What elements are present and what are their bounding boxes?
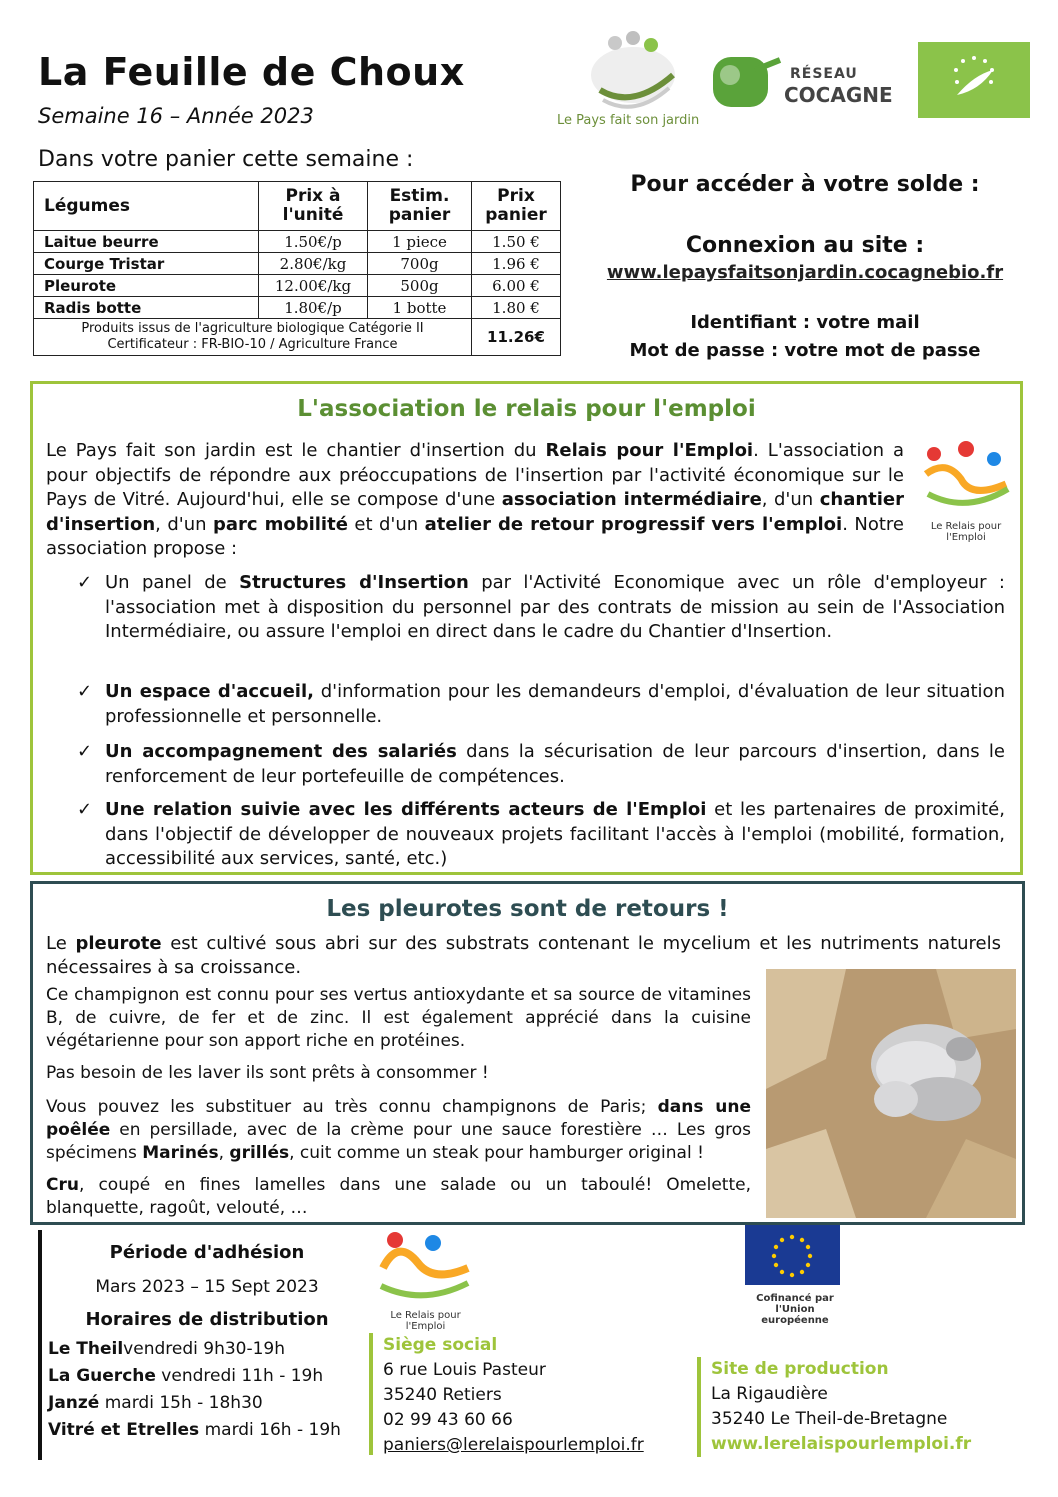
cocagne-label: COCAGNE	[784, 83, 893, 107]
check-icon: ✓	[77, 741, 93, 762]
distribution-info	[38, 1230, 372, 1460]
account-heading: Pour accéder à votre solde :	[630, 172, 980, 197]
relais-footer-logo	[373, 1228, 478, 1332]
login-hint: Identifiant : votre mail	[690, 312, 920, 333]
hours-time: mardi 16h - 19h	[199, 1420, 341, 1440]
cell-name: Radis botte	[34, 297, 259, 319]
pleurotes-section	[30, 881, 1025, 1225]
text-bold: pleurote	[75, 933, 162, 954]
siege-email-link[interactable]: paniers@lerelaispourlemploi.fr	[383, 1435, 644, 1455]
association-title: L'association le relais pour l'emploi	[297, 396, 756, 422]
site-address-2: 35240 Le Theil-de-Bretagne	[711, 1409, 948, 1429]
cell-name: Laitue beurre	[34, 231, 259, 253]
hours-time: mardi 15h - 18h30	[99, 1393, 263, 1413]
siege-social	[369, 1333, 644, 1455]
text-bold: Cru	[46, 1175, 79, 1195]
bullet-bold: Un accompagnement des salariés	[105, 741, 457, 762]
association-section	[30, 381, 1023, 875]
password-hint: Mot de passe : votre mot de passe	[629, 340, 981, 361]
eu-logo	[740, 1225, 850, 1325]
association-intro	[46, 439, 904, 562]
siege-phone: 02 99 43 60 66	[383, 1410, 513, 1430]
total-price: 11.26€	[472, 319, 561, 356]
vegetable-table	[33, 181, 561, 356]
cell-estimate: 500g	[368, 275, 472, 297]
cell-unit-price: 12.00€/kg	[259, 275, 368, 297]
intro-bold: atelier de retour progressif vers l'emploi	[424, 513, 843, 535]
col-header-unit-price: Prix à l'unité	[259, 182, 368, 231]
reseau-label: RÉSEAU	[790, 66, 858, 82]
bullet-text: par l'Activité Economique avec un rôle d'employeur : l'association met à disposition du personnel par des contrats de mission au sein de l'Association Intermédiaire, ou assure l'emploi en direct dans le cadre du Chantier d'Insertion.	[105, 572, 1005, 642]
hours-place: Vitré et Etrelles	[48, 1420, 200, 1440]
list-item	[42, 1363, 372, 1390]
list-item	[42, 1417, 372, 1444]
cell-unit-price: 1.80€/p	[259, 297, 368, 319]
relais-logo-caption: Le Relais pour l'Emploi	[930, 521, 1002, 543]
certification-line-1: Produits issus de l'agriculture biologique Catégorie II	[81, 321, 424, 336]
cell-unit-price: 1.50€/p	[259, 231, 368, 253]
bullet-text: Un panel de	[105, 572, 240, 593]
intro-text: et d'un	[347, 513, 425, 535]
header-logos	[557, 30, 1030, 135]
intro-text: . Notre association propose :	[46, 513, 904, 559]
relais-footer-caption: Le Relais pour l'Emploi	[390, 1310, 461, 1332]
text-bold: Marinés	[142, 1143, 219, 1163]
pays-jardin-caption: Le Pays fait son jardin	[557, 113, 700, 128]
intro-bold: association intermédiaire	[501, 489, 762, 510]
bullet-text: dans la sécurisation de leur parcours d'insertion, dans le renforcement de leur portefeuille de compétences.	[105, 741, 1005, 787]
pleurotes-paragraph: Pas besoin de les laver ils sont prêts à consommer !	[46, 1063, 489, 1083]
pleurotes-paragraph: Ce champignon est connu pour ses vertus antioxydante et sa source de vitamines B, de cuivre, de fer et de zinc. Il est également apprécié dans la cuisine végétarienne pour son apport riche en protéines.	[46, 985, 751, 1051]
text-bold: grillés	[229, 1143, 290, 1163]
cell-estimate: 1 botte	[368, 297, 472, 319]
cell-price: 1.96 €	[472, 253, 561, 275]
pleurotes-paragraph	[46, 1096, 751, 1165]
list-item	[77, 571, 1005, 645]
text: Le	[46, 933, 76, 954]
cell-estimate: 1 piece	[368, 231, 472, 253]
col-header-price: Prix panier	[472, 182, 561, 231]
certification-line-2: Certificateur : FR-BIO-10 / Agriculture France	[107, 337, 398, 352]
intro-text: , d'un	[155, 513, 213, 535]
pleurotes-title: Les pleurotes sont de retours !	[326, 896, 729, 922]
period-dates: Mars 2023 – 15 Sept 2023	[95, 1277, 319, 1297]
intro-text: . L'association a pour objectifs de répondre aux préoccupations de l'insertion par l'activité économique sur le Pays de Vitré. Aujourd'hui, elle se compose d'une	[46, 440, 904, 510]
intro-text: , d'un	[761, 489, 820, 510]
text-bold: dans une poêlée	[46, 1097, 751, 1140]
hours-time: vendredi 9h30-19h	[123, 1339, 286, 1359]
site-heading: Site de production	[711, 1359, 889, 1379]
check-icon: ✓	[77, 572, 93, 593]
eu-caption-2: l'Union européenne	[761, 1304, 829, 1326]
bullet-bold: Une relation suivie avec les différents acteurs de l'Emploi	[105, 799, 707, 820]
site-production	[697, 1357, 971, 1457]
table-row	[34, 253, 561, 275]
list-item	[77, 798, 1005, 872]
cell-estimate: 700g	[368, 253, 472, 275]
cell-unit-price: 2.80€/kg	[259, 253, 368, 275]
panier-heading: Dans votre panier cette semaine :	[38, 147, 414, 172]
hours-heading: Horaires de distribution	[85, 1309, 329, 1330]
text: , cuit comme un steak pour hamburger original !	[289, 1143, 704, 1163]
cell-name: Pleurote	[34, 275, 259, 297]
intro-bold: parc mobilité	[212, 513, 348, 535]
site-url-link[interactable]: www.lerelaispourlemploi.fr	[711, 1434, 972, 1454]
list-item	[77, 680, 1005, 729]
eu-caption-1: Cofinancé par	[756, 1293, 834, 1304]
intro-bold: Relais pour l'Emploi	[545, 440, 754, 461]
oyster-mushroom-photo	[766, 969, 1016, 1218]
table-header-row	[34, 182, 561, 231]
certification-note	[34, 319, 472, 356]
text: en persillade, avec de la crème pour une sauce forestière … Les gros spécimens	[46, 1120, 751, 1163]
cell-price: 6.00 €	[472, 275, 561, 297]
intro-text: Le Pays fait son jardin est le chantier d'insertion du	[46, 440, 546, 461]
siege-address-1: 6 rue Louis Pasteur	[383, 1360, 546, 1380]
table-row	[34, 275, 561, 297]
text: Vous pouvez les substituer au très connu champignons de Paris;	[46, 1097, 658, 1117]
list-item	[42, 1390, 372, 1417]
check-icon: ✓	[77, 799, 93, 820]
siege-address-2: 35240 Retiers	[383, 1385, 502, 1405]
siege-heading: Siège social	[383, 1335, 498, 1355]
cell-price: 1.50 €	[472, 231, 561, 253]
text: ,	[218, 1143, 230, 1163]
cell-price: 1.80 €	[472, 297, 561, 319]
table-row	[34, 297, 561, 319]
bullet-text: d'information pour les demandeurs d'emploi, d'évaluation de leur situation professionnelle et personnelle.	[105, 681, 1005, 727]
bullet-text: et les partenaires de proximité, dans l'objectif de développer de nouveaux projets facilitant l'accès à l'emploi (mobilité, formation, accessibilité aux services, santé, etc.)	[105, 799, 1005, 869]
period-heading: Période d'adhésion	[109, 1242, 305, 1263]
bullet-bold: Structures d'Insertion	[239, 572, 469, 593]
connect-heading: Connexion au site :	[685, 233, 925, 258]
hours-list	[42, 1336, 372, 1444]
cell-name: Courge Tristar	[34, 253, 259, 275]
page-title: La Feuille de Choux	[38, 50, 465, 94]
eu-flag-icon	[745, 1225, 840, 1285]
text: , coupé en fines lamelles dans une salade ou un taboulé! Omelette, blanquette, ragoût, velouté, …	[46, 1175, 751, 1218]
table-row	[34, 231, 561, 253]
check-icon: ✓	[77, 681, 93, 702]
col-header-legumes: Légumes	[34, 182, 259, 231]
account-url-link[interactable]: www.lepaysfaitsonjardin.cocagnebio.fr	[606, 262, 1004, 283]
account-info	[585, 172, 1025, 365]
col-header-estimate: Estim. panier	[368, 182, 472, 231]
text: est cultivé sous abri sur des substrats contenant le mycelium et les nutriments naturels nécessaires à sa croissance.	[46, 933, 1001, 978]
hours-place: Janzé	[48, 1393, 100, 1413]
site-address-1: La Rigaudière	[711, 1384, 828, 1404]
bullet-bold: Un espace d'accueil,	[105, 681, 314, 702]
intro-bold: chantier d'insertion	[46, 489, 905, 535]
list-item	[77, 740, 1005, 789]
relais-logo	[916, 439, 1016, 543]
week-subtitle: Semaine 16 – Année 2023	[38, 104, 314, 128]
hours-place: Le Theil	[48, 1339, 124, 1359]
hours-place: La Guerche	[48, 1366, 156, 1386]
list-item	[42, 1336, 372, 1363]
pleurotes-paragraph	[46, 1174, 751, 1220]
hours-time: vendredi 11h - 19h	[155, 1366, 324, 1386]
table-footer-row	[34, 319, 561, 356]
